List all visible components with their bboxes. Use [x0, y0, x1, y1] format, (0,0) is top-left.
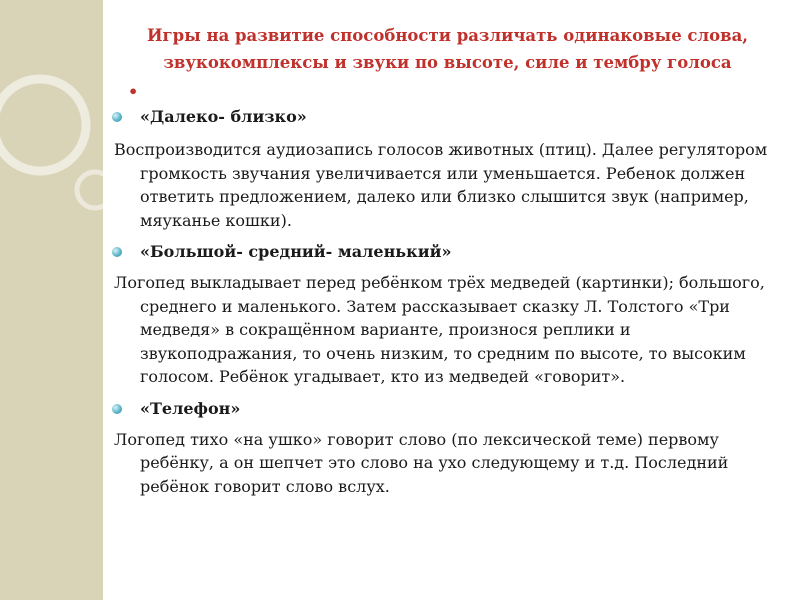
bullet-icon [112, 247, 122, 257]
game-heading-text: «Далеко- близко» [140, 107, 307, 126]
bullet-icon [112, 404, 122, 414]
game-heading-text: «Телефон» [140, 398, 241, 418]
bullet-icon [112, 112, 122, 122]
game-description-telephone: Логопед тихо «на ушко» говорит слово (по лексической теме) первому ребёнку, а он шепчет это слово на ухо следующему и т.д. Последний ребёнок говорит слово вслух. [114, 429, 729, 496]
game-heading-text: «Большой- средний- маленький» [140, 242, 452, 261]
content-area [108, 104, 788, 498]
title-bullet: • [128, 82, 139, 101]
game-description-big-medium-small: Логопед выкладывает перед ребёнком трёх медведей (картинки); большого, среднего и маленького. Затем рассказывает сказку Л. Толстого «Три медведя» в сокращённом варианте, произнося реплики и звукоподражания, то очень низким, то средним по высоте, то высоким голосом. Ребёнок угадывает, кто из медведей «говорит». [114, 273, 765, 386]
game-description-far-near: Воспроизводится аудиозапись голосов животных (птиц). Далее регулятором громкость звучания увеличивается или уменьшается. Ребенок должен ответить предложением, далеко или близко слышится звук (например, мяуканье кошки). [114, 140, 768, 230]
game-heading-far-near [108, 104, 788, 130]
slide-title: Игры на развитие способности различать одинаковые слова, звукокомплексы и звуки по высоте, силе и тембру голоса [146, 26, 749, 72]
game-heading-telephone [108, 396, 788, 422]
game-heading-big-medium-small [108, 239, 788, 265]
